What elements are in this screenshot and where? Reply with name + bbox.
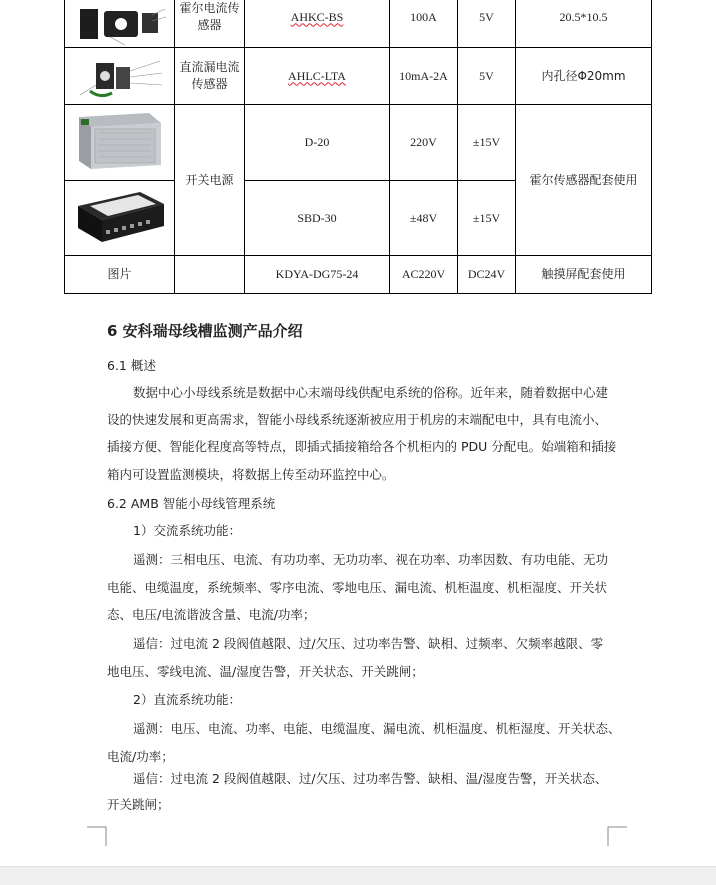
input-value: AC220V (390, 256, 458, 294)
product-model: SBD-30 (245, 181, 390, 256)
switch-power-name: 开关电源 (175, 105, 245, 256)
paragraph-line: 遥测：三相电压、电流、有功功率、无功功率、视在功率、功率因数、有功电能、无功 (133, 552, 609, 567)
paragraph-line: 地电压、零线电流、温/湿度告警，开关状态、开关跳闸； (107, 664, 424, 679)
table-row (65, 48, 652, 105)
hall-sensor-image (70, 7, 170, 47)
paragraph-line: 遥信：过电流 2 段阀值越限、过/欠压、过功率告警、缺相、过频率、欠频率越限、零 (133, 636, 604, 651)
spec-value: 20.5*10.5 (516, 0, 652, 48)
paragraph-line: 态、电压/电流谐波含量、电流/功率； (107, 607, 316, 622)
input-value: ±48V (390, 181, 458, 256)
input-value: 220V (390, 105, 458, 181)
product-spec-table (64, 0, 652, 294)
section-heading: 6 安科瑞母线槽监测产品介绍 (107, 322, 303, 340)
product-image-cell (65, 105, 175, 181)
paragraph-line: 电能、电缆温度，系统频率、零序电流、零地电压、漏电流、机柜温度、机柜湿度、开关状 (107, 580, 608, 595)
ac-functions-title: 1）交流系统功能： (133, 523, 241, 538)
paragraph-line: 遥测：电压、电流、功率、电能、电缆温度、漏电流、机柜温度、机柜湿度、开关状态、 (133, 721, 621, 736)
output-value: ±15V (458, 181, 516, 256)
dc-functions-title: 2）直流系统功能： (133, 692, 241, 707)
paragraph-line: 箱内可设置监测模块，将数据上传至动环监控中心。 (107, 467, 395, 482)
paragraph-line: 设的快速发展和更高需求，智能小母线系统逐渐被应用于机房的末端配电中，具有电流小、 (107, 412, 608, 427)
product-name: 霍尔电流传感器 (175, 0, 245, 48)
paragraph-line: 电流/功率； (107, 749, 174, 764)
leakage-sensor-image (70, 51, 170, 101)
spec-value: 内孔径Φ20mm (516, 48, 652, 105)
output-value: DC24V (458, 256, 516, 294)
product-name: 直流漏电流传感器 (175, 48, 245, 105)
input-value: 10mA-2A (390, 48, 458, 105)
output-value: 5V (458, 0, 516, 48)
paragraph-line: 插接方便、智能化程度高等特点，即插式插接箱给各个机柜内的 PDU 分配电。始端箱和插接 (107, 439, 617, 454)
paragraph-line: 遥信：过电流 2 段阀值越限、过/欠压、过功率告警、缺相、温/湿度告警，开关状态、 (133, 771, 608, 786)
output-value: 5V (458, 48, 516, 105)
product-image-cell (65, 0, 175, 48)
table-row (65, 256, 652, 294)
subsection-title: 6.2 AMB 智能小母线管理系统 (107, 496, 276, 511)
page-gap (0, 866, 716, 885)
spec-value: 触摸屏配套使用 (516, 256, 652, 294)
product-model: AHKC-BS (290, 9, 344, 24)
table-row (65, 105, 652, 181)
input-value: 100A (390, 0, 458, 48)
product-image-cell (65, 181, 175, 256)
switch-power-image-1 (71, 109, 169, 177)
paragraph-line: 数据中心小母线系统是数据中心末端母线供配电系统的俗称。近年来，随着数据中心建 (133, 385, 609, 400)
product-model: AHLC-LTA (288, 68, 346, 83)
crop-mark-right (607, 826, 627, 846)
product-image-cell (65, 48, 175, 105)
subsection-title: 6.1 概述 (107, 358, 156, 373)
picture-label: 图片 (65, 256, 175, 294)
table-row (65, 0, 652, 48)
paragraph-line: 开关跳闸； (107, 797, 170, 812)
product-model: D-20 (245, 105, 390, 181)
output-value: ±15V (458, 105, 516, 181)
crop-mark-left (87, 826, 107, 846)
switch-power-image-2 (70, 186, 170, 250)
spec-value: 霍尔传感器配套使用 (516, 105, 652, 256)
product-model: KDYA-DG75-24 (245, 256, 390, 294)
